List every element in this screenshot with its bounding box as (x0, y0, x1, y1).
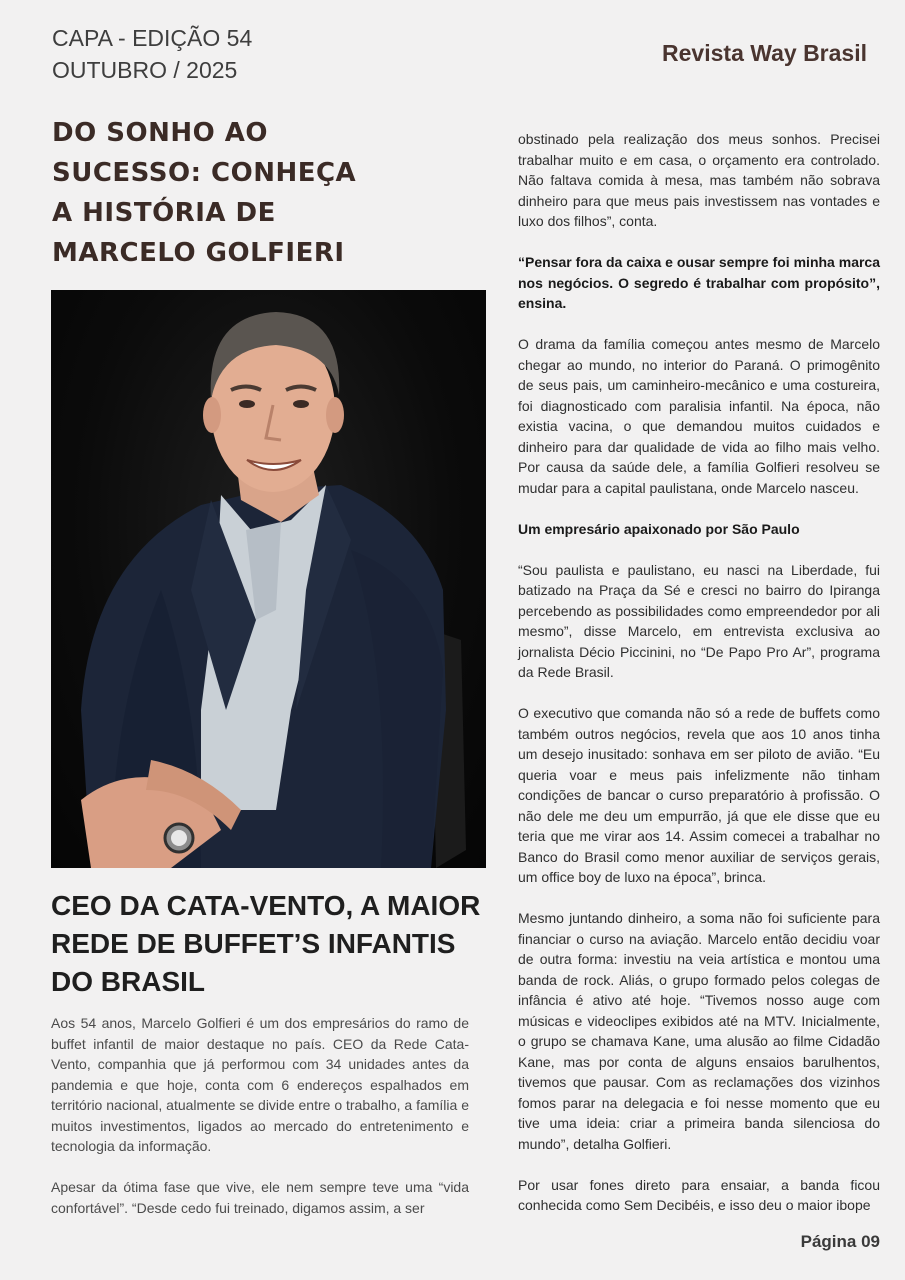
edition-info (52, 22, 252, 86)
page-number: Página 09 (800, 1232, 880, 1251)
portrait-photo (51, 290, 486, 868)
portrait-illustration (51, 290, 486, 868)
subhead-line: CEO DA CATA-VENTO, A MAIOR (51, 890, 481, 921)
article-headline (52, 113, 502, 273)
edition-date: OUTUBRO / 2025 (52, 57, 238, 83)
paragraph: O drama da família começou antes mesmo de Marcelo chegar ao mundo, no interior do Paraná. O primogênito de seus pais, um caminheiro-mecânico e uma costureira, foi diagnosticado com paralisia infantil. Na época, não existia vacina, o que demandou muitos cuidados e dinheiro para dar qualidade de vida ao filho mais velho. Por causa da saúde dele, a família Golfieri resolveu se mudar para a capital paulistana, onde Marcelo nasceu. (518, 336, 880, 496)
paragraph: O executivo que comanda não só a rede de buffets como também outros negócios, revela que aos 10 anos tinha um desejo inusitado: sonhava em ser piloto de avião. “Eu queria voar e meus pais infelizmente não tinham condições de bancar o curso preparatório à profissão. O não dele me deu um empurrão, já que ele disse que eu teria que me virar aos 14. Assim comecei a trabalhar no Banco do Brasil como menor auxiliar de serviços gerais, um office boy de luxo na época”, brinca. (518, 705, 880, 885)
left-column (51, 1013, 469, 1239)
magazine-name: Revista Way Brasil (662, 40, 867, 66)
headline-line: SUCESSO: CONHEÇA (52, 158, 357, 188)
paragraph: Mesmo juntando dinheiro, a soma não foi suficiente para financiar o curso na aviação. Marcelo então decidiu voar de outra forma: investiu na veia artística e montou uma banda de rock. Aliás, o grupo formado pelos colegas de infância é ativo até hoje. “Tivemos nosso auge com músicas e videoclipes exibidos até na MTV. Inicialmente, o grupo se chamava Kane, uma alusão ao filme Cidadão Kane, mas por conta de alguns ensaios barulhentos, tivemos que pausar. Com as reclamações dos vizinhos fomos parar na delegacia e foi nesse momento que eu tive uma ideia: criar a primeira banda silenciosa do mundo”, detalha Golfieri. (518, 910, 880, 1152)
headline-line: A HISTÓRIA DE (52, 198, 276, 228)
article-subheadline (51, 887, 491, 1001)
subhead-line: REDE DE BUFFET’S INFANTIS (51, 928, 456, 959)
headline-line: DO SONHO AO (52, 118, 268, 148)
paragraph: Por usar fones direto para ensaiar, a banda ficou conhecida como Sem Decibéis, e isso deu o maior ibope (518, 1176, 880, 1213)
paragraph: Aos 54 anos, Marcelo Golfieri é um dos empresários do ramo de buffet infantil de maior destaque no país. CEO da Rede Cata-Vento, companhia que já performou com 34 unidades antes da pandemia e que hoje, conta com 6 endereços espalhados em território nacional, atualmente se divide entre o trabalho, a família e muitos investimentos, ligados ao mercado do entretenimento e tecnologia da informação. (51, 1015, 469, 1154)
paragraph: “Sou paulista e paulistano, eu nasci na Liberdade, fui batizado na Praça da Sé e cresci no bairro do Ipiranga percebendo as possibilidades como empreendedor por ali mesmo”, disse Marcelo, em entrevista exclusiva ao jornalista Décio Piccinini, no “De Papo Pro Ar”, programa da Rede Brasil. (518, 561, 880, 680)
paragraph: Apesar da ótima fase que vive, ele nem sempre teve uma “vida confortável”. “Desde cedo fui treinado, digamos assim, a ser (51, 1179, 469, 1216)
right-column (518, 129, 880, 1236)
pull-quote: “Pensar fora da caixa e ousar sempre foi minha marca nos negócios. O segredo é trabalhar com propósito”, ensina. (518, 254, 880, 311)
headline-line: MARCELO GOLFIERI (52, 238, 345, 268)
edition-number: CAPA - EDIÇÃO 54 (52, 25, 253, 51)
section-title: Um empresário apaixonado por São Paulo (518, 520, 800, 537)
paragraph: obstinado pela realização dos meus sonhos. Precisei trabalhar muito e em casa, o orçamento era controlado. Não faltava comida à mesa, mas também não sobrava dinheiro para que meus pais investissem nas vontades e luxo dos filhos”, conta. (518, 131, 880, 229)
subhead-line: DO BRASIL (51, 966, 205, 997)
